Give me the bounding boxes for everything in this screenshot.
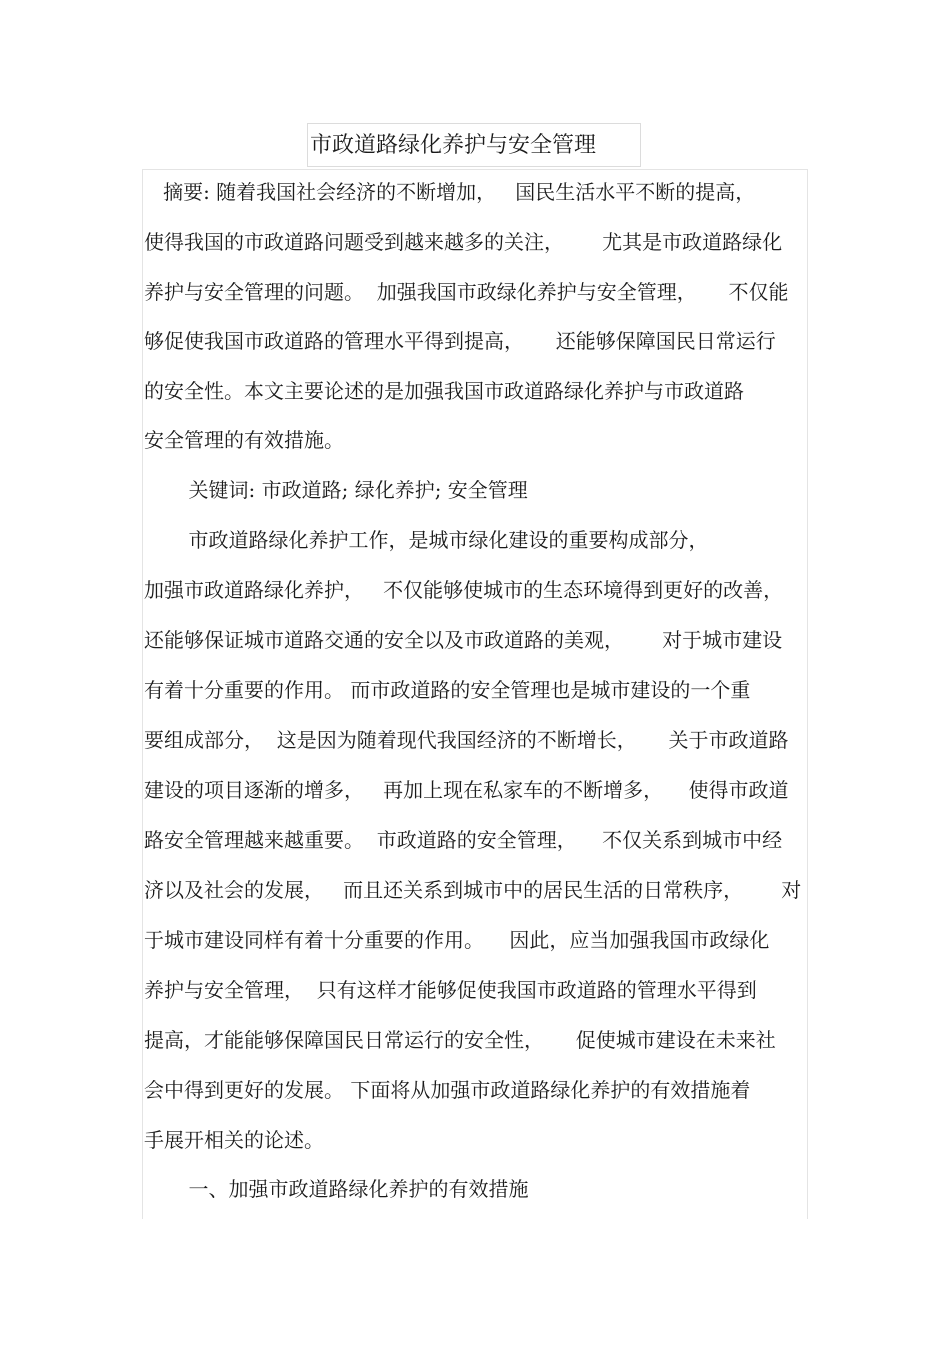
text-line: 济以及社会的发展， 而且还关系到城市中的居民生活的日常秩序， 对 <box>144 878 802 902</box>
text-line: 养护与安全管理， 只有这样才能够促使我国市政道路的管理水平得到 <box>144 978 757 1002</box>
document-title: 市政道路绿化养护与安全管理 <box>310 133 597 158</box>
text-line: 加强市政道路绿化养护， 不仅能够使城市的生态环境得到更好的改善， <box>144 578 784 602</box>
text-line: 安全管理的有效措施。 <box>144 428 344 452</box>
text-line: 市政道路绿化养护工作，是城市绿化建设的重要构成部分， <box>144 528 709 552</box>
text-line: 会中得到更好的发展。 下面将从加强市政道路绿化养护的有效措施着 <box>144 1078 751 1102</box>
text-line: 提高，才能能够保障国民日常运行的安全性， 促使城市建设在未来社 <box>144 1028 776 1052</box>
text-line: 的安全性。本文主要论述的是加强我国市政道路绿化养护与市政道路 <box>144 379 744 403</box>
section-heading: 一、加强市政道路绿化养护的有效措施 <box>144 1177 529 1201</box>
text-line: 还能够保证城市道路交通的安全以及市政道路的美观， 对于城市建设 <box>144 628 783 652</box>
text-line: 有着十分重要的作用。 而市政道路的安全管理也是城市建设的一个重 <box>144 678 751 702</box>
text-line: 手展开相关的论述。 <box>144 1128 324 1152</box>
text-line: 于城市建设同样有着十分重要的作用。 因此，应当加强我国市政绿化 <box>144 928 770 952</box>
text-line: 养护与安全管理的问题。 加强我国市政绿化养护与安全管理， 不仅能 <box>144 280 789 304</box>
text-line: 要组成部分， 这是因为随着现代我国经济的不断增长， 关于市政道路 <box>144 728 789 752</box>
text-line: 路安全管理越来越重要。 市政道路的安全管理， 不仅关系到城市中经 <box>144 828 783 852</box>
text-line: 使得我国的市政道路问题受到越来越多的关注， 尤其是市政道路绿化 <box>144 230 783 254</box>
keywords-line: 关键词: 市政道路; 绿化养护; 安全管理 <box>144 478 528 502</box>
text-line: 建设的项目逐渐的增多， 再加上现在私家车的不断增多， 使得市政道 <box>144 778 789 802</box>
text-line: 摘要: 随着我国社会经济的不断增加， 国民生活水平不断的提高， <box>144 180 756 204</box>
text-line: 够促使我国市政道路的管理水平得到提高， 还能够保障国民日常运行 <box>144 329 776 353</box>
